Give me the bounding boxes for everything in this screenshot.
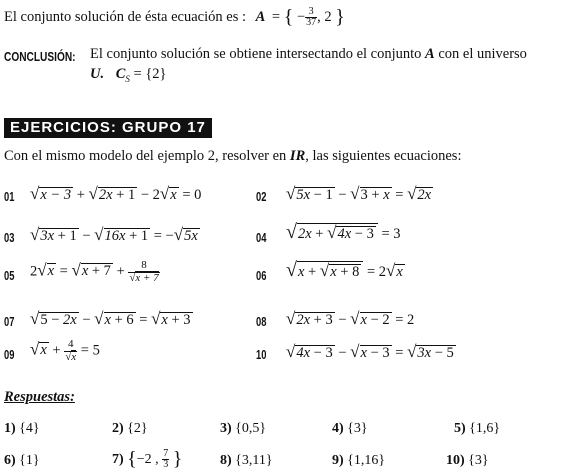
answers-title: Respuestas: [4,389,75,405]
exercise-10-expr: √4x − 3 − √x − 3 = √3x − 5 [286,342,454,361]
answer-1: 1) {4} [4,421,40,436]
conclusion-line-1: El conjunto solución se obtiene intersectando el conjunto A con el universo [90,46,527,62]
exercise-09-expr: √x + $\frac{4}{√x}$ = 5 [30,338,100,363]
intro-text: Con el mismo modelo del ejemplo 2, resolver en IR, las siguientes ecuaciones: [4,148,462,164]
exercise-02-expr: √5x − 1 − √3 + x = √2x [286,184,432,203]
exercise-06: 06 [256,268,267,283]
answer-9: 9) {1,16} [332,453,386,468]
answer-2: 2) {2} [112,421,148,436]
answer-10: 10) {3} [446,453,489,468]
exercise-09: 09 [4,347,15,362]
exercise-group-banner: EJERCICIOS: GRUPO 17 [4,118,212,138]
exercise-07-expr: √5 − 2x − √x + 6 = √x + 3 [30,309,191,328]
solution-statement: El conjunto solución de ésta ecuación es : A = { − $\frac{3}{37}$ , 2 } [4,5,345,29]
exercise-07: 07 [4,314,15,329]
answer-7: 7) {−2 , $\frac{7}{3}$ } [112,447,183,471]
answer-5: 5) {1,6} [454,421,501,436]
exercise-02: 02 [256,189,267,204]
exercise-06-expr: √x + √x + 8 = 2√x [286,259,403,281]
solution-text: El conjunto solución de ésta ecuación es : [4,9,246,25]
exercise-01: 01 [4,189,15,204]
exercise-08: 08 [256,314,267,329]
answer-4: 4) {3} [332,421,368,436]
conclusion-line-2: U. $C_S = \{2\}$ [90,66,167,84]
answer-3: 3) {0,5} [220,421,267,436]
exercise-03: 03 [4,230,15,245]
exercise-03-expr: √3x + 1 − √16x + 1 = −√5x [30,225,198,244]
exercise-05-expr: 2√x = √x + 7 + $\frac{8}{√x + 7}$ [30,259,159,284]
exercise-05: 05 [4,268,15,283]
exercise-08-expr: √2x + 3 − √x − 2 = 2 [286,309,415,328]
exercise-10: 10 [256,347,267,362]
exercise-01-expr: √x − 3 + √2x + 1 − 2√x = 0 [30,184,202,203]
answer-6: 6) {1} [4,453,40,468]
conclusion-label: CONCLUSIÓN: [4,49,76,64]
set-name: A [255,9,266,25]
exercise-04-expr: √2x + √4x − 3 = 3 [286,221,401,243]
answer-8: 8) {3,11} [220,453,273,468]
exercise-04: 04 [256,230,267,245]
